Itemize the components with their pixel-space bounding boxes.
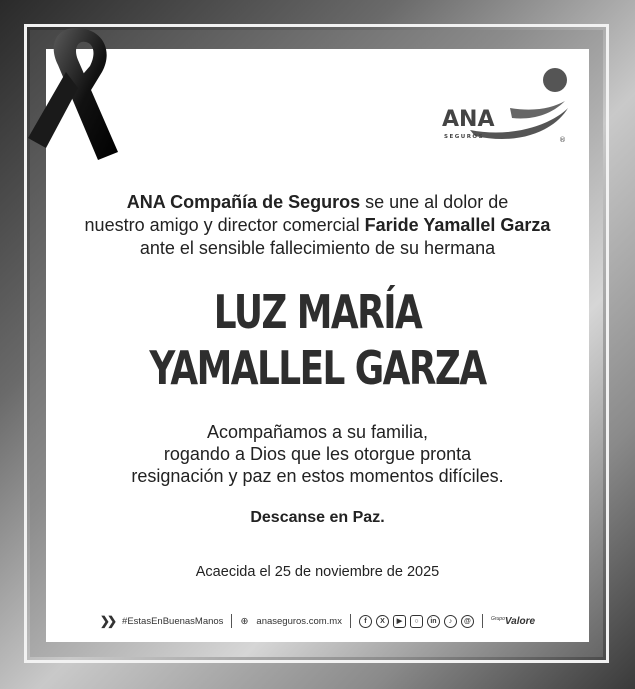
mourning-ribbon-icon xyxy=(18,20,138,170)
company-name: ANA Compañía de Seguros xyxy=(126,192,361,212)
grupo-valore-logo: $^{Grupo}$Valore xyxy=(490,615,536,627)
double-chevron-icon: ❯❯ xyxy=(99,614,115,628)
divider xyxy=(231,614,232,628)
facebook-icon[interactable]: f xyxy=(359,615,372,628)
message-paragraph: Acompañamos a su familia, rogando a Dios que les otorgue pronta resignación y paz en estos momentos difíciles. xyxy=(131,422,504,486)
social-icons xyxy=(359,615,474,628)
globe-icon: ⊕ xyxy=(240,615,249,627)
linkedin-icon[interactable]: in xyxy=(427,615,440,628)
instagram-icon[interactable]: ○ xyxy=(410,615,423,628)
svg-text:SEGUROS: SEGUROS xyxy=(444,134,485,140)
threads-icon[interactable]: @ xyxy=(461,615,474,628)
tiktok-icon[interactable]: ♪ xyxy=(444,615,457,628)
ana-seguros-logo xyxy=(440,68,575,148)
deceased-name: LUZ MARÍA YAMALLEL GARZA xyxy=(149,285,486,395)
hashtag: #EstasEnBuenasManos xyxy=(122,615,224,627)
x-icon[interactable]: X xyxy=(376,615,389,628)
divider xyxy=(482,614,483,628)
divider xyxy=(350,614,351,628)
youtube-icon[interactable]: ▶ xyxy=(393,615,406,628)
person-name: Faride Yamallel Garza xyxy=(364,215,551,235)
date-of-passing: Acaecida el 25 de noviembre de 2025 xyxy=(195,564,440,580)
website-link[interactable]: anaseguros.com.mx xyxy=(256,615,342,627)
footer-bar xyxy=(46,610,589,632)
svg-text:®: ® xyxy=(559,136,566,144)
intro-paragraph: ANA Compañía de Seguros se une al dolor de nuestro amigo y director comercial Faride Yamallel Garza ante el sensible fallecimiento de su hermana xyxy=(84,192,551,258)
svg-text:ANA: ANA xyxy=(442,107,495,132)
rest-in-peace: Descanse en Paz. xyxy=(250,509,385,526)
